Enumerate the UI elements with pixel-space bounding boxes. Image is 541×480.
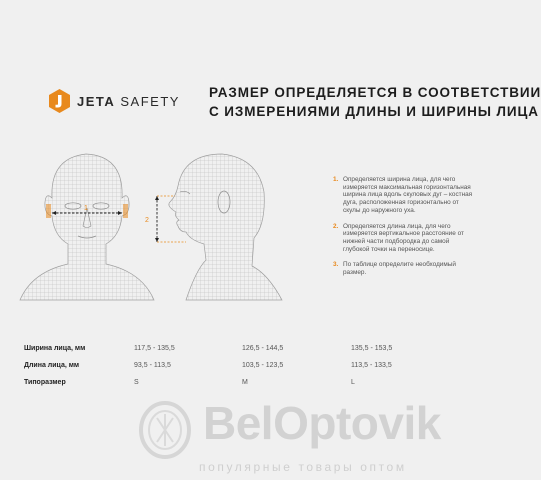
instruction-item xyxy=(333,223,475,254)
width-marker: 1 xyxy=(84,205,88,212)
page-title xyxy=(209,83,541,121)
table-cell: 103,5 - 123,5 xyxy=(242,362,284,369)
table-cell: 117,5 - 135,5 xyxy=(134,345,175,352)
table-row xyxy=(24,345,464,362)
size-table xyxy=(24,345,464,396)
brand-mark-icon xyxy=(49,89,70,113)
instruction-item xyxy=(333,176,475,215)
instruction-number: 3. xyxy=(333,261,339,269)
instruction-number: 1. xyxy=(333,176,339,183)
instruction-number: 2. xyxy=(333,222,339,230)
table-cell: 126,5 - 144,5 xyxy=(242,345,284,352)
side-head xyxy=(145,154,282,300)
title-line-2: С ИЗМЕРЕНИЯМИ ДЛИНЫ И ШИРИНЫ ЛИЦА xyxy=(209,104,539,119)
row-label: Длина лица, мм xyxy=(24,362,80,369)
row-label: Типоразмер xyxy=(24,379,66,386)
watermark-tagline: популярные товары оптом xyxy=(199,460,407,474)
table-cell: 93,5 - 113,5 xyxy=(134,362,171,369)
row-label: Ширина лица, мм xyxy=(24,345,86,352)
instruction-text: По таблице определите необходимый размер. xyxy=(343,261,456,277)
instructions-list xyxy=(333,176,475,285)
table-cell: S xyxy=(134,379,139,386)
instruction-item xyxy=(333,261,475,276)
watermark-logo-icon xyxy=(137,400,193,460)
table-cell: 113,5 - 133,5 xyxy=(351,362,392,369)
instruction-text: Определяется ширина лица, для чего измеряется максимальная горизонтальная ширина лица вдоль скуловых дуг – костная дуга, расположенная горизонтально от скулы до наружного уха. xyxy=(343,176,473,214)
title-line-1: РАЗМЕР ОПРЕДЕЛЯЕТСЯ В СООТВЕТСТВИИ xyxy=(209,85,541,100)
watermark xyxy=(135,398,480,480)
instruction-text: Определяется длина лица, для чего измеряется вертикальное расстояние от нижней части подбородка до самой глубокой точки на переносице. xyxy=(343,222,464,253)
head-illustration xyxy=(0,140,320,320)
table-cell: L xyxy=(351,379,355,386)
brand-name: JETA SAFETY xyxy=(77,93,180,109)
table-cell: 135,5 - 153,5 xyxy=(351,345,393,352)
table-cell: M xyxy=(242,379,248,386)
brand-logo xyxy=(49,89,180,113)
front-head xyxy=(20,154,154,300)
length-marker: 2 xyxy=(145,217,149,224)
watermark-brand: BelOptovik xyxy=(203,397,441,449)
table-row xyxy=(24,379,464,396)
table-row xyxy=(24,362,464,379)
